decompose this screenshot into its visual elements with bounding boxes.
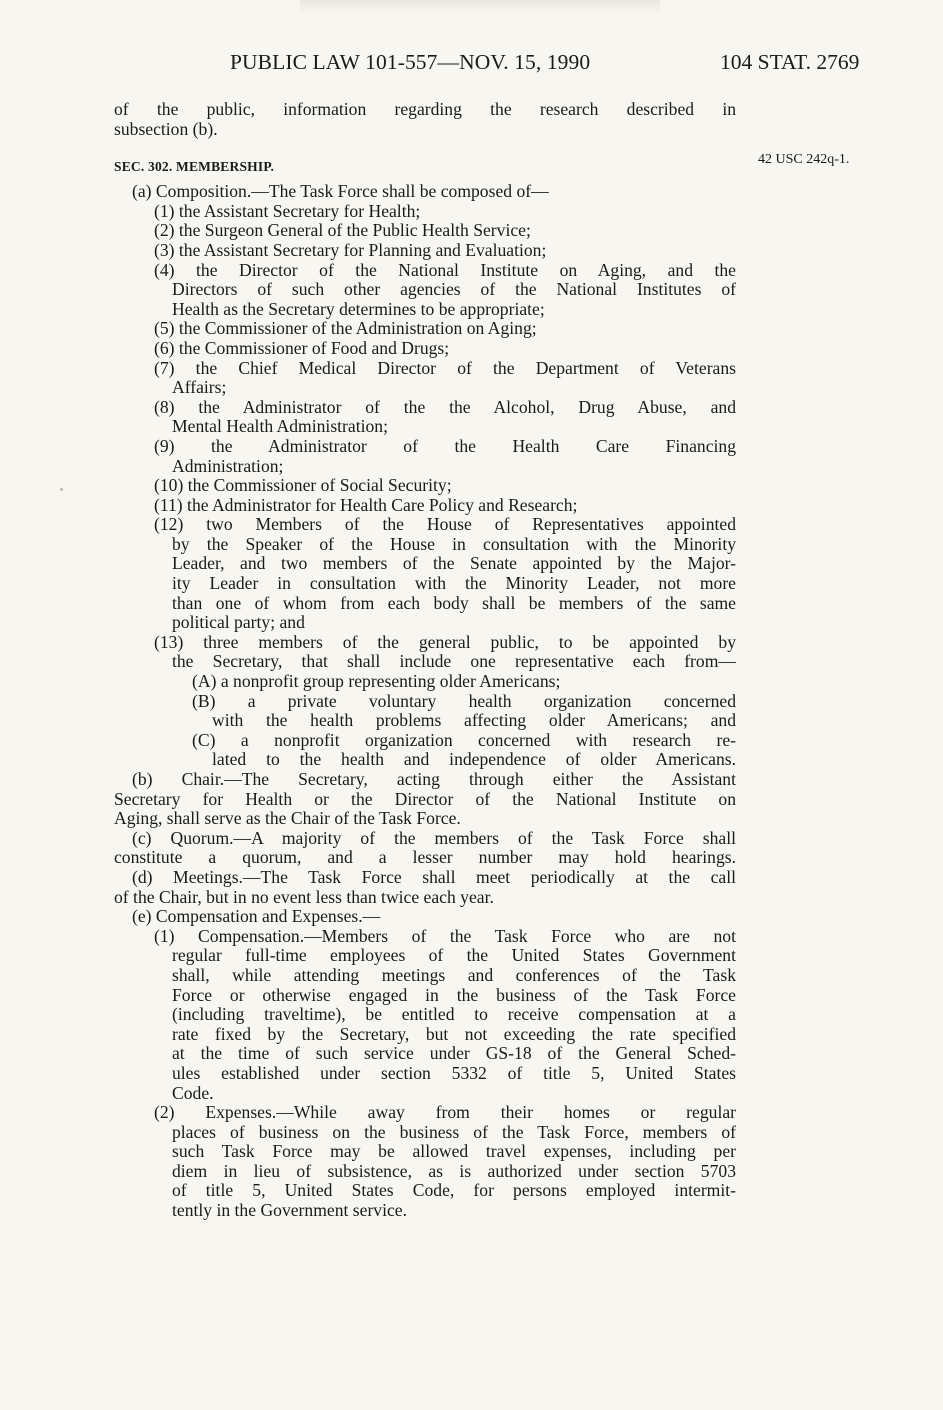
text-line: Leader, and two members of the Senate appointed by the Major-	[172, 553, 736, 574]
page-header	[0, 50, 943, 78]
text-line: such Task Force may be allowed travel expenses, including per	[172, 1141, 736, 1162]
text-line: the Secretary, that shall include one representative each from—	[172, 651, 736, 672]
text-line: Aging, shall serve as the Chair of the Task Force.	[114, 808, 461, 829]
text-line: Affairs;	[172, 377, 227, 398]
text-line: ules established under section 5332 of title 5, United States	[172, 1062, 736, 1083]
text-line: lated to the health and independence of older Americans.	[212, 749, 736, 770]
text-line: (4) the Director of the National Institute on Aging, and the	[154, 259, 736, 280]
text-line: Administration;	[172, 455, 284, 476]
text-line: with the health problems affecting older Americans; and	[212, 710, 736, 731]
text-line: (b) Chair.—The Secretary, acting through either the Assistant	[132, 769, 736, 789]
text-line: constitute a quorum, and a lesser number may hold hearings.	[114, 847, 736, 868]
text-line: political party; and	[172, 612, 305, 633]
text-line: Directors of such other agencies of the National Institutes of	[172, 279, 736, 300]
text-line: (a) Composition.—The Task Force shall be composed of—	[132, 181, 549, 202]
text-line: (1) Compensation.—Members of the Task Force who are not	[154, 925, 736, 946]
text-line: of the public, information regarding the research described in	[114, 99, 736, 119]
text-line: by the Speaker of the House in consultation with the Minority	[172, 533, 736, 554]
text-line: (8) the Administrator of the the Alcohol, Drug Abuse, and	[154, 396, 736, 417]
text-line: of the Chair, but in no event less than twice each year.	[114, 886, 494, 907]
text-line: diem in lieu of subsistence, as is authorized under section 5703	[172, 1160, 736, 1181]
text-line: (A) a nonprofit group representing older Americans;	[192, 671, 561, 692]
text-line: (6) the Commissioner of Food and Drugs;	[154, 337, 450, 358]
text-line: subsection (b).	[114, 118, 218, 139]
text-line: at the time of such service under GS-18 of the General Sched-	[172, 1043, 736, 1064]
text-line: (10) the Commissioner of Social Security;	[154, 475, 452, 496]
text-line: (11) the Administrator for Health Care Policy and Research;	[154, 494, 578, 515]
text-line: (2) Expenses.—While away from their homes or regular	[154, 1102, 736, 1123]
text-line: Health as the Secretary determines to be appropriate;	[172, 298, 545, 319]
text-line: (including traveltime), be entitled to receive compensation at a	[172, 1004, 736, 1025]
text-line: ity Leader in consultation with the Minority Leader, not more	[172, 573, 736, 594]
text-line: Mental Health Administration;	[172, 416, 388, 437]
text-line: (B) a private voluntary health organization concerned	[192, 690, 736, 711]
text-line: (9) the Administrator of the Health Care Financing	[154, 435, 736, 456]
text-line: (3) the Assistant Secretary for Planning and Evaluation;	[154, 239, 547, 260]
bleed-through-shadow	[300, 0, 660, 14]
text-line: (e) Compensation and Expenses.—	[132, 906, 381, 927]
text-line: regular full-time employees of the United States Government	[172, 945, 736, 966]
text-line: Secretary for Health or the Director of the National Institute on	[114, 788, 736, 809]
section-heading: SEC. 302. MEMBERSHIP.	[114, 159, 275, 175]
text-line: places of business on the business of the Task Force, members of	[172, 1121, 736, 1142]
text-line: (C) a nonprofit organization concerned with research re-	[192, 729, 736, 750]
margin-usc-citation: 42 USC 242q-1.	[758, 152, 850, 167]
text-line: shall, while attending meetings and conferences of the Task	[172, 964, 736, 985]
text-line: rate fixed by the Secretary, but not exceeding the rate specified	[172, 1023, 736, 1044]
text-line: Code.	[172, 1082, 214, 1103]
text-line: tently in the Government service.	[172, 1200, 407, 1221]
text-line: than one of whom from each body shall be members of the same	[172, 592, 736, 613]
text-line: (7) the Chief Medical Director of the Department of Veterans	[154, 357, 736, 378]
body-text	[114, 100, 736, 1221]
scan-speck	[60, 488, 63, 491]
header-law-citation: PUBLIC LAW 101-557—NOV. 15, 1990	[230, 50, 591, 74]
text-line: (12) two Members of the House of Representatives appointed	[154, 514, 736, 535]
text-line: (13) three members of the general public, to be appointed by	[154, 631, 736, 652]
text-line: (c) Quorum.—A majority of the members of the Task Force shall	[132, 827, 736, 848]
text-line: (2) the Surgeon General of the Public Health Service;	[154, 220, 531, 241]
header-stat-page: 104 STAT. 2769	[720, 50, 860, 74]
text-line: of title 5, United States Code, for persons employed intermit-	[172, 1180, 736, 1201]
text-line: (d) Meetings.—The Task Force shall meet periodically at the call	[132, 866, 736, 887]
text-line: (1) the Assistant Secretary for Health;	[154, 200, 421, 221]
text-line: Force or otherwise engaged in the business of the Task Force	[172, 984, 736, 1005]
text-line: (5) the Commissioner of the Administration on Aging;	[154, 318, 537, 339]
